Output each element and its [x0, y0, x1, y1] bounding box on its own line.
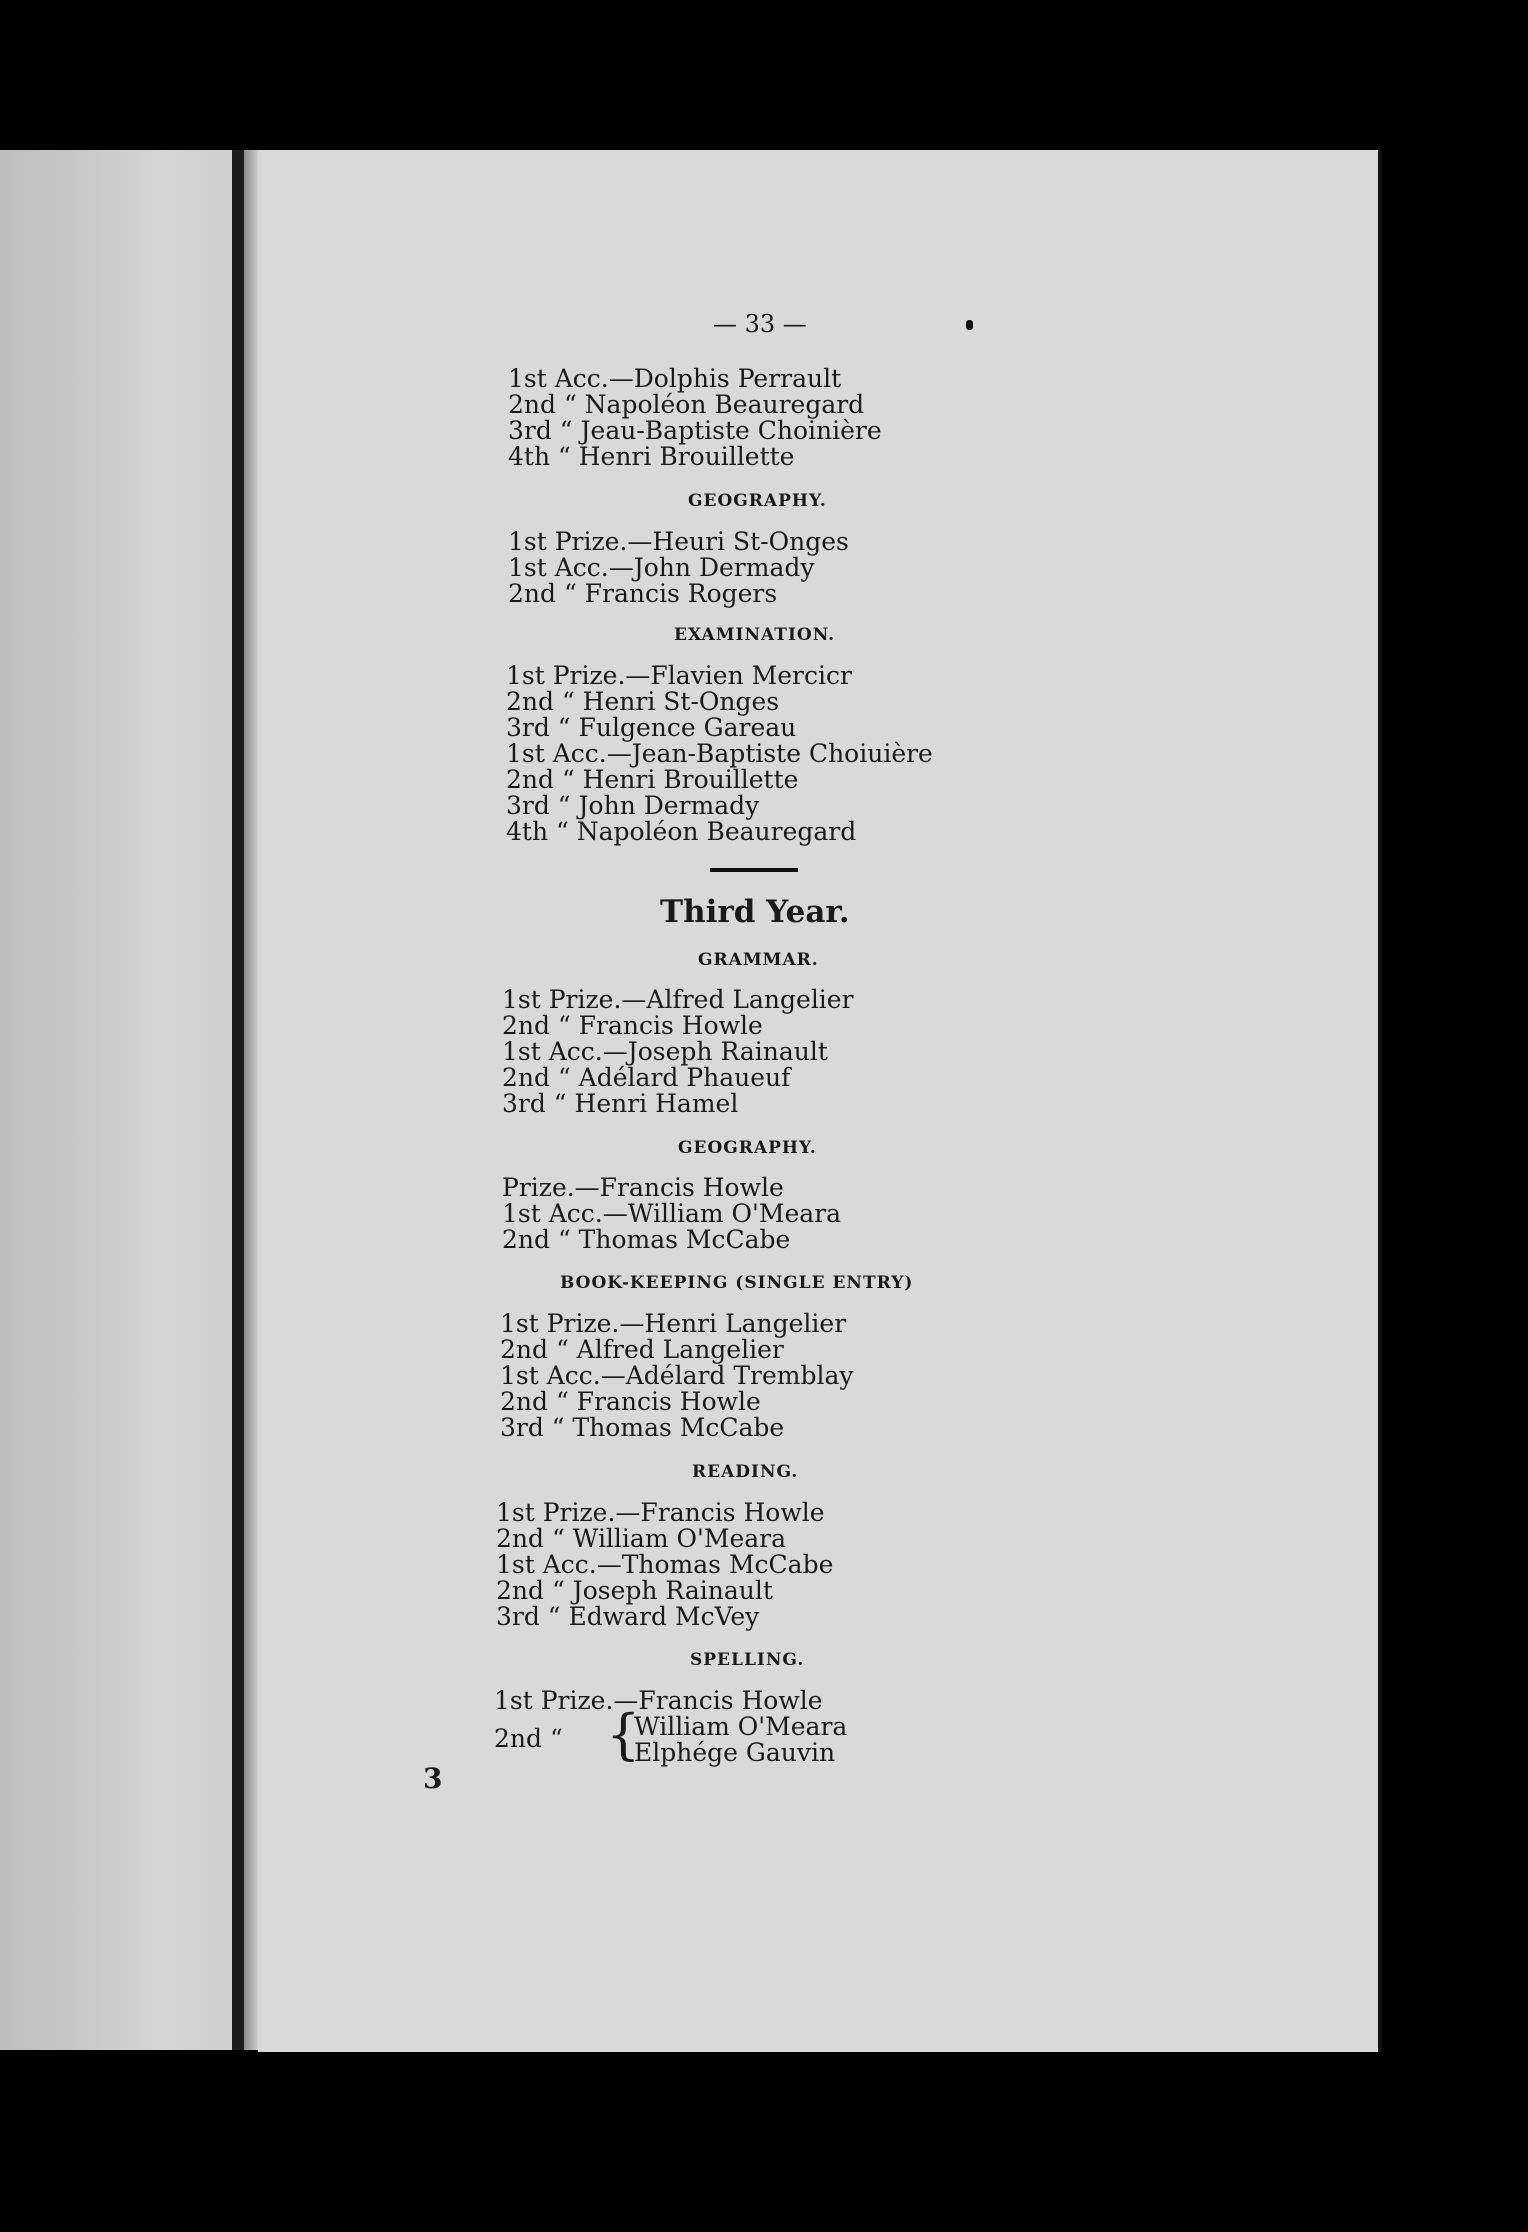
list-item: 2nd “ Alfred Langelier [500, 1335, 784, 1364]
list-item: William O'Meara [634, 1712, 848, 1741]
list-item: 2nd “ Henri St-Onges [506, 687, 780, 716]
list-item: 1st Prize.—Francis Howle [494, 1686, 823, 1715]
year-title: Third Year. [660, 894, 850, 930]
right-page [258, 150, 1382, 2052]
list-item: 4th “ Napoléon Beauregard [506, 817, 857, 846]
brace-symbol: { [606, 1703, 641, 1766]
list-item: 3rd “ Fulgence Gareau [506, 713, 797, 742]
list-item: Elphége Gauvin [634, 1738, 836, 1767]
list-item: 1st Acc.—Joseph Rainault [502, 1037, 828, 1066]
list-item: 1st Prize.—Heuri St-Onges [508, 527, 849, 556]
signature-mark: 3 [423, 1762, 443, 1795]
list-item: 2nd “ [494, 1724, 563, 1753]
list-item: 2nd “ Francis Howle [502, 1011, 763, 1040]
section-heading: GRAMMAR. [698, 950, 819, 970]
section-heading: READING. [692, 1462, 799, 1482]
list-item: 1st Prize.—Alfred Langelier [502, 985, 854, 1014]
section-heading: GEOGRAPHY. [688, 491, 827, 511]
list-item: 2nd “ Francis Howle [500, 1387, 761, 1416]
section-heading: SPELLING. [690, 1650, 805, 1670]
list-item: 2nd “ Adélard Phaueuf [502, 1063, 791, 1092]
page-number: — 33 — [713, 310, 807, 338]
section-heading: GEOGRAPHY. [678, 1138, 817, 1158]
list-item: 2nd “ Napoléon Beauregard [508, 390, 865, 419]
list-item: 1st Prize.—Francis Howle [496, 1498, 825, 1527]
list-item: 1st Acc.—Thomas McCabe [496, 1550, 834, 1579]
list-item: 3rd “ Henri Hamel [502, 1089, 739, 1118]
list-item: 3rd “ John Dermady [506, 791, 760, 820]
list-item: 3rd “ Thomas McCabe [500, 1413, 785, 1442]
book-spine [232, 150, 244, 2050]
list-item: 1st Acc.—Jean-Baptiste Choiuière [506, 739, 933, 768]
list-item: 3rd “ Jeau-Baptiste Choinière [508, 416, 882, 445]
list-item: 1st Acc.—William O'Meara [502, 1199, 842, 1228]
list-item: 2nd “ Francis Rogers [508, 579, 778, 608]
list-item: 1st Acc.—Adélard Tremblay [500, 1361, 854, 1390]
section-heading: EXAMINATION. [674, 625, 836, 645]
page-gutter [244, 150, 258, 2050]
divider [710, 868, 798, 872]
list-item: 2nd “ Thomas McCabe [502, 1225, 791, 1254]
list-item: 4th “ Henri Brouillette [508, 442, 795, 471]
ink-dot [966, 320, 973, 330]
list-item: Prize.—Francis Howle [502, 1173, 784, 1202]
list-item: 3rd “ Edward McVey [496, 1602, 760, 1631]
list-item: 1st Acc.—John Dermady [508, 553, 815, 582]
list-item: 1st Prize.—Henri Langelier [500, 1309, 847, 1338]
list-item: 1st Prize.—Flavien Mercicr [506, 661, 852, 690]
list-item: 2nd “ Joseph Rainault [496, 1576, 773, 1605]
left-page [0, 150, 232, 2050]
list-item: 2nd “ Henri Brouillette [506, 765, 799, 794]
list-item: 2nd “ William O'Meara [496, 1524, 787, 1553]
section-heading: BOOK-KEEPING (SINGLE ENTRY) [560, 1273, 914, 1293]
list-item: 1st Acc.—Dolphis Perrault [508, 364, 842, 393]
